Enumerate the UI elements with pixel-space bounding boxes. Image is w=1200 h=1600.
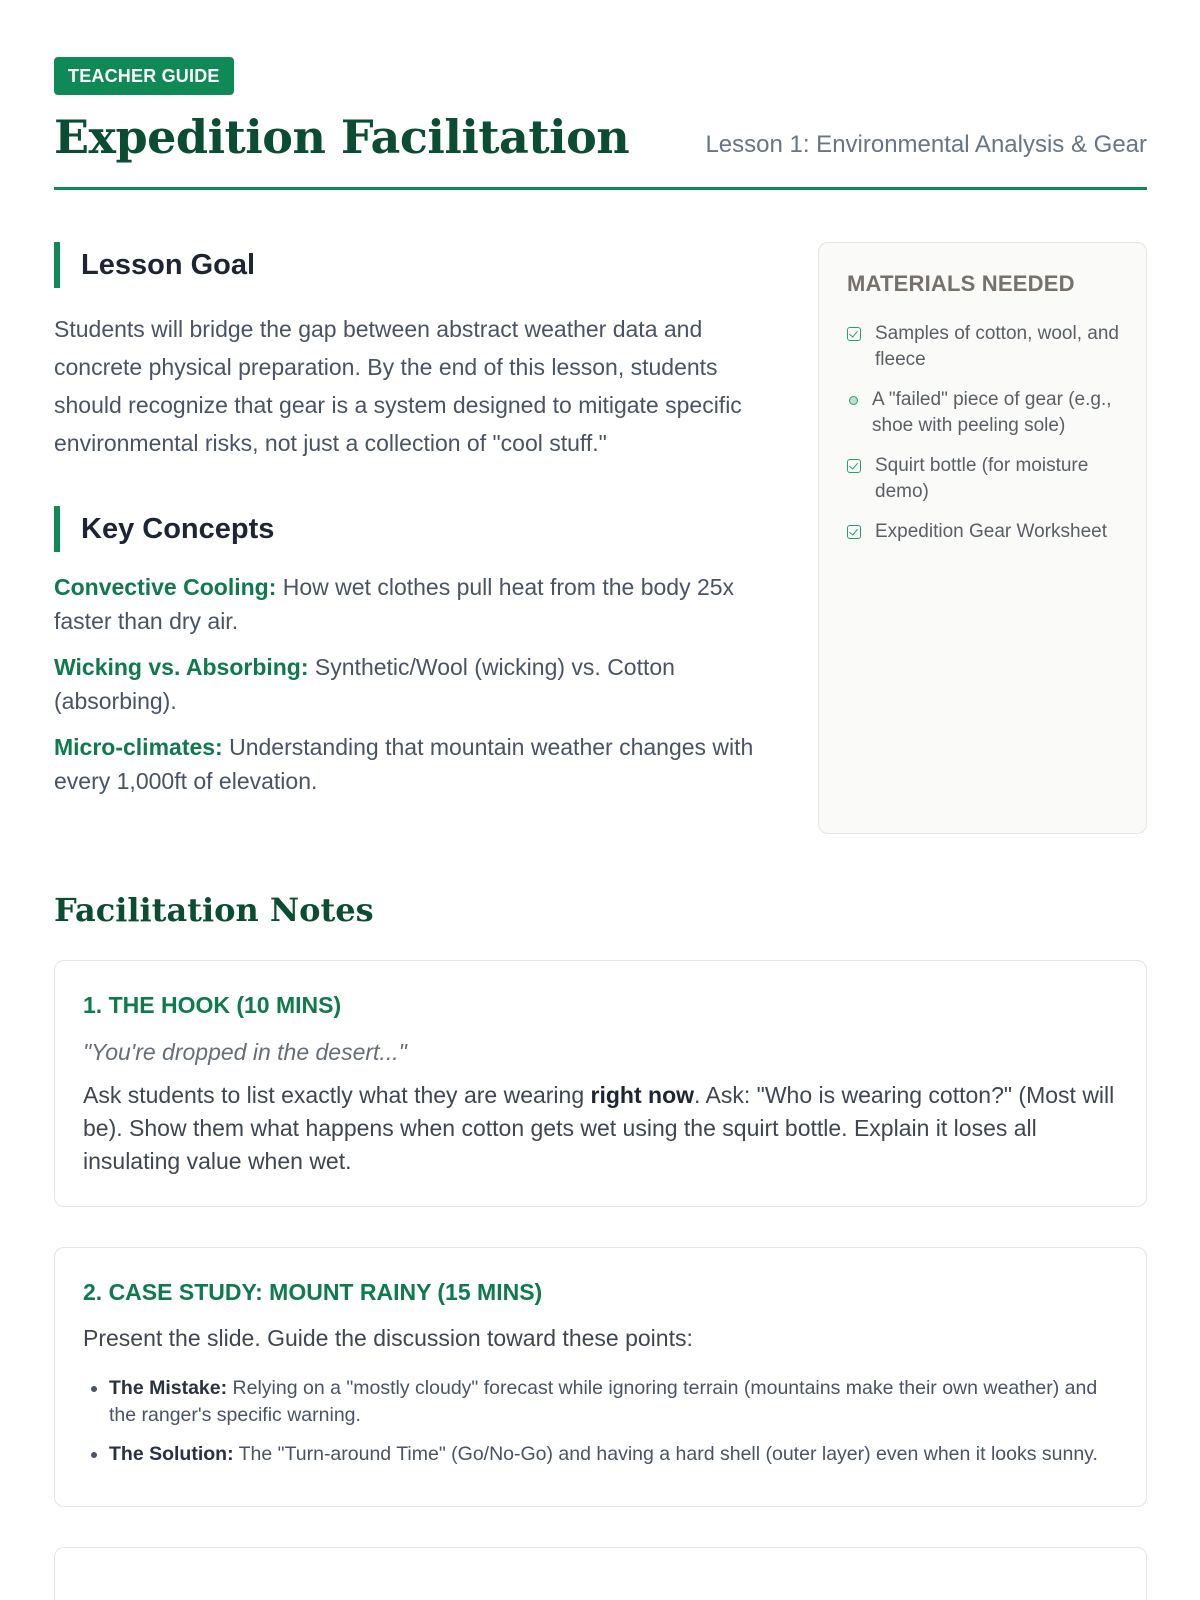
case-study-point	[109, 1441, 1118, 1468]
material-item	[847, 519, 1120, 545]
case-study-intro: Present the slide. Guide the discussion toward these points:	[83, 1325, 693, 1351]
teacher-guide-badge: TEACHER GUIDE	[54, 57, 234, 95]
point-label: The Mistake:	[109, 1377, 228, 1399]
point-label: The Solution:	[109, 1443, 234, 1465]
dot-icon	[849, 396, 858, 405]
hook-quote: "You're dropped in the desert..."	[83, 1039, 407, 1065]
materials-list	[847, 321, 1120, 545]
material-item	[847, 453, 1120, 505]
hook-body-emphasis: right now	[590, 1082, 695, 1108]
checkbox-icon	[847, 459, 861, 473]
case-study-points	[83, 1375, 1118, 1468]
hook-body-start: Ask students to list exactly what they are wearing	[83, 1082, 591, 1108]
concept-description: Understanding that mountain weather changes with every 1,000ft of elevation.	[54, 734, 754, 794]
checkbox-icon	[847, 525, 861, 539]
materials-title: MATERIALS NEEDED	[847, 271, 1075, 296]
hook-body	[83, 1079, 1118, 1178]
key-concepts-heading: Key Concepts	[54, 506, 769, 552]
hook-title: 1. THE HOOK (10 MINS)	[83, 992, 342, 1018]
concept-term: Micro-climates:	[54, 734, 223, 760]
key-concepts-list	[54, 570, 769, 798]
case-study-point	[109, 1375, 1118, 1429]
point-text: Relying on a "mostly cloudy" forecast while ignoring terrain (mountains make their own weather) and the ranger's specific warning.	[109, 1377, 1098, 1426]
concept-item	[54, 570, 769, 638]
facilitation-notes-heading: Facilitation Notes	[54, 891, 374, 929]
material-label: A "failed" piece of gear (e.g., shoe with peeling sole)	[872, 389, 1112, 436]
concept-term: Convective Cooling:	[54, 574, 277, 600]
material-label: Expedition Gear Worksheet	[875, 521, 1107, 542]
material-item	[847, 321, 1120, 373]
materials-panel	[818, 242, 1147, 834]
material-label: Squirt bottle (for moisture demo)	[875, 455, 1089, 502]
lesson-subtitle: Lesson 1: Environmental Analysis & Gear	[705, 131, 1147, 158]
concept-term: Wicking vs. Absorbing:	[54, 654, 309, 680]
lesson-goal-text: Students will bridge the gap between abstract weather data and concrete physical preparation. By the end of this lesson, students should recognize that gear is a system designed to mitigate specific environmental risks, not just a collection of "cool stuff."	[54, 316, 742, 456]
point-text: The "Turn-around Time" (Go/No-Go) and having a hard shell (outer layer) even when it looks sunny.	[233, 1443, 1098, 1465]
lesson-goal-heading: Lesson Goal	[54, 242, 769, 288]
page-title: Expedition Facilitation	[54, 110, 630, 164]
hook-body-end: . Ask: "Who is wearing cotton?" (Most will be). Show them what happens when cotton gets wet using the squirt bottle. Explain it loses all insulating value when wet.	[83, 1082, 1115, 1174]
material-item	[847, 387, 1120, 439]
case-study-card	[54, 1247, 1147, 1507]
hook-card	[54, 960, 1147, 1207]
next-card	[54, 1547, 1147, 1600]
case-study-title: 2. CASE STUDY: MOUNT RAINY (15 MINS)	[83, 1279, 543, 1305]
overview-section	[54, 242, 1147, 834]
material-label: Samples of cotton, wool, and fleece	[875, 323, 1119, 370]
checkbox-icon	[847, 327, 861, 341]
concept-description: How wet clothes pull heat from the body 25x faster than dry air.	[54, 574, 735, 634]
concept-item	[54, 650, 769, 718]
overview-main-column	[54, 242, 769, 834]
concept-item	[54, 730, 769, 798]
page-header	[54, 109, 1147, 190]
concept-description: Synthetic/Wool (wicking) vs. Cotton (absorbing).	[54, 654, 675, 714]
teacher-guide-page	[54, 57, 1147, 1600]
